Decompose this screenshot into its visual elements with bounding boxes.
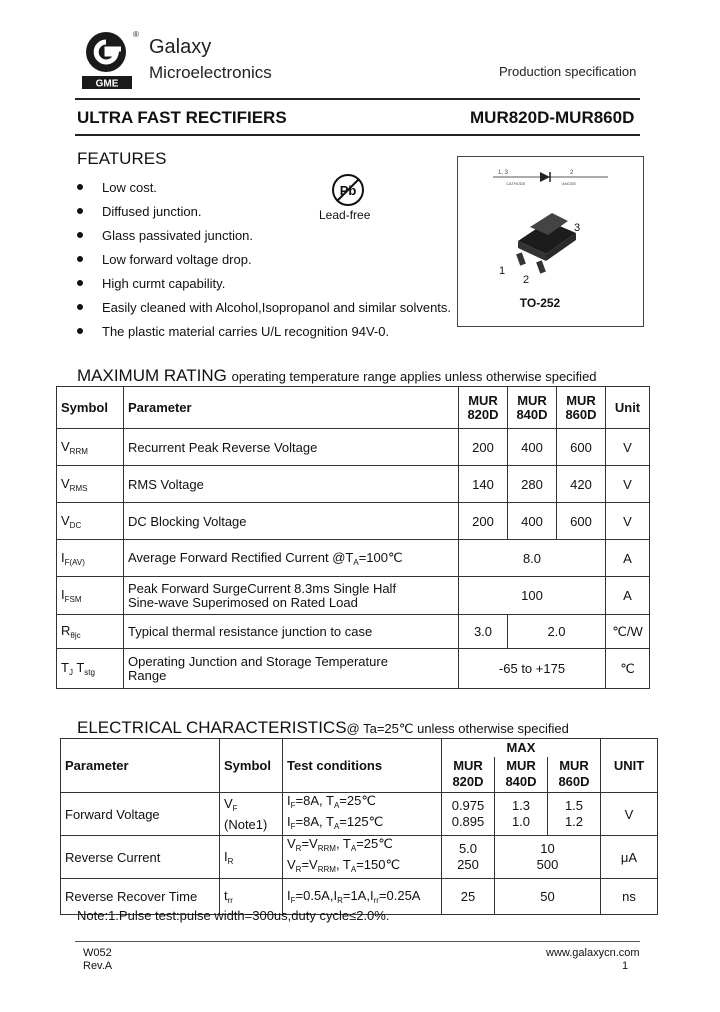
header-divider xyxy=(75,98,640,100)
document-code: W052 xyxy=(83,947,112,959)
table-row: Reverse Current $I_R$ $V_R=V_{RRM}$, $T_A=25℃$ $V_R=V_{RRM}$, $T_A=150℃$ 5.0 250 10 500 μA xyxy=(61,836,658,879)
part-number-range: MUR820D-MUR860D xyxy=(470,108,635,127)
bullet-icon xyxy=(77,208,83,214)
production-specification: Production specification xyxy=(499,64,637,79)
company-subname: Microelectronics xyxy=(149,63,272,82)
company-logo xyxy=(78,28,140,90)
svg-text:1, 3: 1, 3 xyxy=(498,170,509,176)
package-diagram xyxy=(457,156,644,327)
bullet-icon xyxy=(77,232,83,238)
table-row: $I_{FSM}$ Peak Forward SurgeCurrent 8.3ms Single Half Sine-wave Superimosed on Rated Load 100 A xyxy=(57,577,650,615)
page-title: ULTRA FAST RECTIFIERS xyxy=(77,108,287,127)
bullet-icon xyxy=(77,280,83,286)
title-divider xyxy=(75,134,640,136)
table-row: $T_J$ $T_{stg}$ Operating Junction and Storage Temperature Range -65 to +175 ℃ xyxy=(57,649,650,689)
table-row: $V_{DC}$ DC Blocking Voltage 200 400 600 V xyxy=(57,503,650,540)
svg-text:2: 2 xyxy=(570,170,574,176)
table-row: $I_{F(AV)}$ Average Forward Rectified Current $@T_A=100℃$ 8.0 A xyxy=(57,540,650,577)
svg-text:3: 3 xyxy=(574,222,581,234)
page-number: 1 xyxy=(622,960,629,972)
svg-text:ANODE: ANODE xyxy=(562,181,577,186)
table-header-row: Symbol Parameter MUR 820D MUR 840D MUR 860D Unit xyxy=(57,387,650,429)
logo-text: GME xyxy=(95,78,119,90)
bullet-icon xyxy=(77,304,83,310)
features-heading: FEATURES xyxy=(77,149,167,168)
feature-item: Easily cleaned with Alcohol,Isopropanol and similar solvents. xyxy=(77,295,451,319)
svg-text:TO-252: TO-252 xyxy=(519,296,561,310)
table-row: Forward Voltage $V_F$ (Note1) $I_F=8A$, $T_A=25℃$ $I_F=8A$, $T_A=125℃$ 0.975 0.895 1.3 1.0 1.5 1.2 V xyxy=(61,793,658,836)
feature-item: The plastic material carries U/L recognition 94V-0. xyxy=(77,319,451,343)
max-rating-table xyxy=(56,386,650,689)
bullet-icon xyxy=(77,256,83,262)
table-row: Reverse Recover Time $t_{rr}$ $I_F=0.5A,I_R=1A,I_{rr}=0.25A$ 25 50 ns xyxy=(61,879,658,915)
table-row: $V_{RMS}$ RMS Voltage 140 280 420 V xyxy=(57,466,650,503)
table-row: $R_{\theta jc}$ Typical thermal resistance junction to case 3.0 2.0 ℃/W xyxy=(57,615,650,649)
svg-text:1: 1 xyxy=(499,265,506,277)
lead-free-label: Lead-free xyxy=(319,208,371,222)
features-list xyxy=(77,175,451,343)
feature-item: Low forward voltage drop. xyxy=(77,247,451,271)
feature-item: Diffused junction. xyxy=(77,199,451,223)
feature-item: Glass passivated junction. xyxy=(77,223,451,247)
max-rating-heading: MAXIMUM RATING operating temperature range applies unless otherwise specified xyxy=(77,366,597,385)
electrical-table: Parameter Symbol Test conditions MAX UNIT MUR 820D MUR 840D MUR 860D Forward Voltage $V_F$ (Note1) $I_F=8A$, $T_A=25℃$ $I_F=8A$, $T_A=125℃$ 0.975 0.895 1.3 1.0 1.5 1.2 V Reverse Current $I_R$ $V_R=V_{RRM}$, $T_A=25℃$ $V_R=V_{RRM}$, $T_A=150℃$ 5.0 250 10 500 μA Reverse Recover Time $t_{rr}$ $I_F=0.5A,I_R=1A,I_{rr}=0.25A$ 25 50 ns xyxy=(60,738,658,915)
table-row: $V_{RRM}$ Recurrent Peak Reverse Voltage 200 400 600 V xyxy=(57,429,650,466)
feature-item: High curmt capability. xyxy=(77,271,451,295)
svg-text:Pb: Pb xyxy=(339,183,357,198)
electrical-heading: ELECTRICAL CHARACTERISTICS@ Ta=25℃ unless otherwise specified xyxy=(77,718,569,737)
bullet-icon xyxy=(77,184,83,190)
feature-item: Low cost. xyxy=(77,175,451,199)
bullet-icon xyxy=(77,328,83,334)
company-name: Galaxy xyxy=(149,36,212,58)
footer-divider xyxy=(75,941,640,942)
table-header-row: Parameter Symbol Test conditions MAX UNIT xyxy=(61,739,658,757)
registered-mark: ® xyxy=(133,30,139,39)
footnote: Note:1.Pulse test:pulse width=300us,duty cycle≤2.0%. xyxy=(77,908,390,923)
website-link[interactable]: www.galaxycn.com xyxy=(546,947,640,959)
svg-text:2: 2 xyxy=(523,274,530,286)
svg-text:CATHODE: CATHODE xyxy=(506,181,526,186)
revision: Rev.A xyxy=(83,960,113,972)
